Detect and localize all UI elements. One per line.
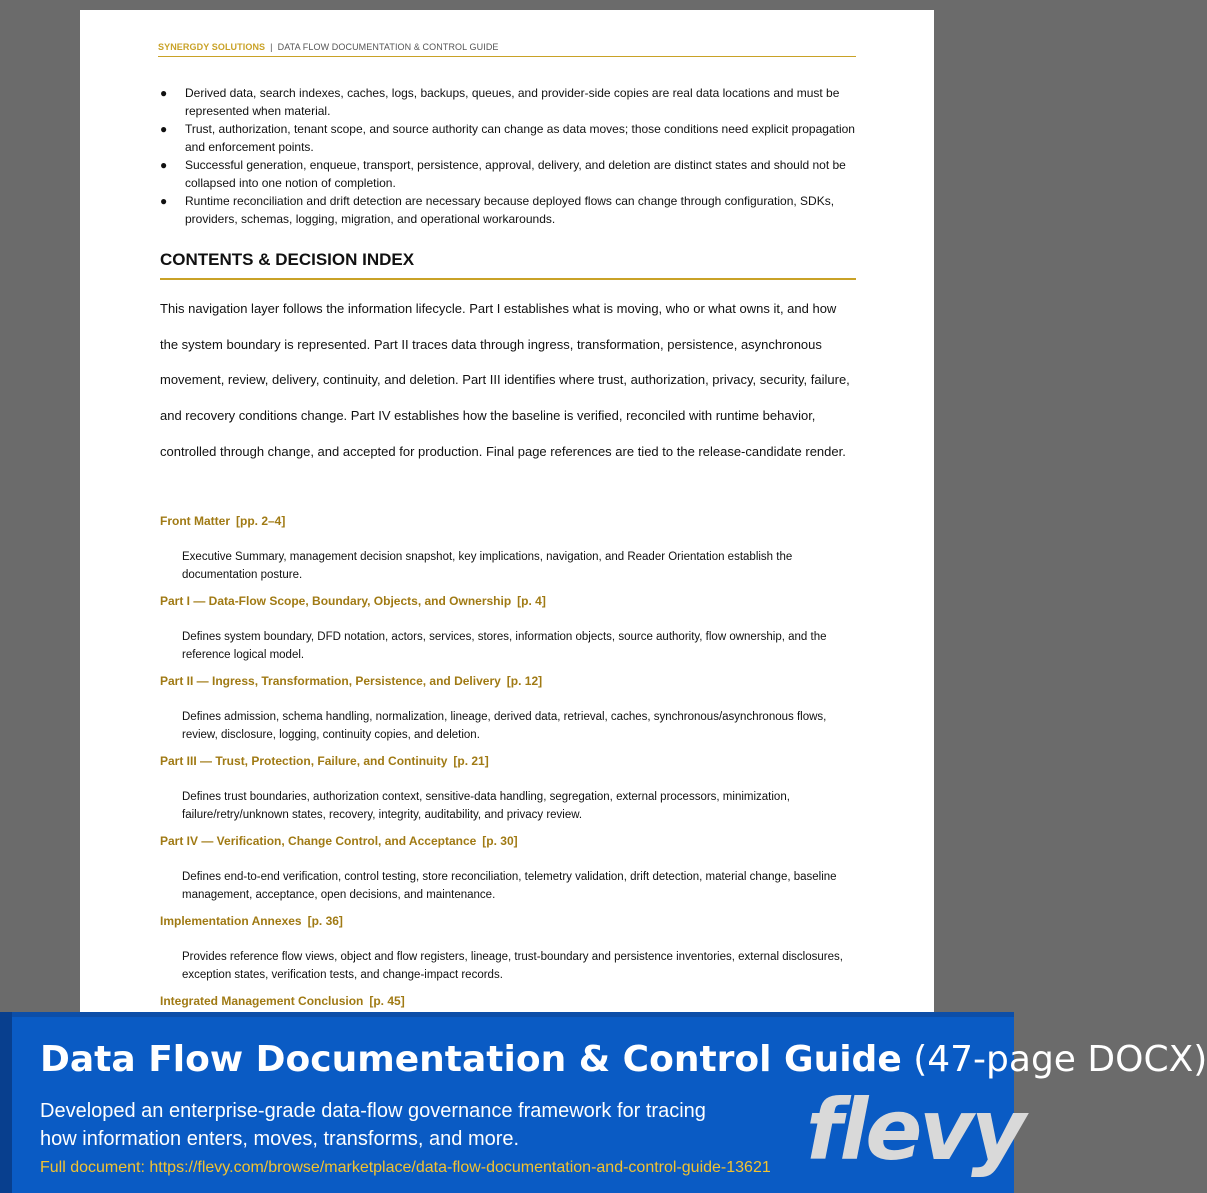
toc-entry-front-matter[interactable] <box>160 512 856 584</box>
promo-banner <box>0 1012 1207 1193</box>
toc-entry-annexes[interactable] <box>160 912 856 984</box>
toc-pages: [p. 45] <box>369 994 405 1008</box>
table-of-contents <box>160 512 856 1010</box>
list-item <box>158 84 856 120</box>
intro-paragraph: This navigation layer follows the information lifecycle. Part I establishes what is moving, who or what owns it, and how the system boundary is represented. Part II traces data through ingress, transformation, persistence, asynchronous movement, review, delivery, continuity, and deletion. Part III identifies where trust, authorization, privacy, security, failure, and recovery conditions change. Part IV establishes how the baseline is verified, reconciled with runtime behavior, controlled through change, and accepted for production. Final page references are tied to the release-candidate render. <box>160 301 850 459</box>
banner-title-main: Data Flow Documentation & Control Guide <box>40 1039 902 1080</box>
toc-heading[interactable] <box>160 592 856 610</box>
toc-heading[interactable] <box>160 512 856 530</box>
flevy-logo: flevy <box>806 1081 1023 1179</box>
bullet-icon: ● <box>160 86 168 100</box>
toc-description: Defines end-to-end verification, control testing, store reconciliation, telemetry validation, drift detection, material change, baseline management, acceptance, open decisions, and maintenance. <box>182 871 837 901</box>
toc-title: Part IV — Verification, Change Control, and Acceptance <box>160 834 477 848</box>
toc-heading[interactable] <box>160 832 856 850</box>
banner-title-format: (47-page DOCX) <box>913 1039 1207 1080</box>
toc-entry-conclusion[interactable] <box>160 992 856 1010</box>
toc-heading[interactable] <box>160 912 856 930</box>
list-item <box>158 120 856 156</box>
toc-description: Defines system boundary, DFD notation, actors, services, stores, information objects, source authority, flow ownership, and the reference logical model. <box>182 631 827 661</box>
toc-entry-part-2[interactable] <box>160 672 856 744</box>
bullet-text: Trust, authorization, tenant scope, and source authority can change as data moves; those conditions need explicit propagation and enforcement points. <box>185 122 855 154</box>
toc-pages: [p. 21] <box>453 754 489 768</box>
document-page <box>80 10 934 1020</box>
toc-title: Implementation Annexes <box>160 914 302 928</box>
bullet-icon: ● <box>160 194 168 208</box>
toc-pages: [p. 4] <box>517 594 546 608</box>
bullet-icon: ● <box>160 122 168 136</box>
header-separator: | <box>270 42 273 52</box>
banner-document-link[interactable]: Full document: https://flevy.com/browse/marketplace/data-flow-documentation-and-control-guide-13621 <box>40 1159 771 1176</box>
toc-entry-part-4[interactable] <box>160 832 856 904</box>
toc-pages: [pp. 2–4] <box>236 514 286 528</box>
toc-heading[interactable] <box>160 992 856 1010</box>
bullet-list <box>158 84 856 228</box>
banner-title <box>40 1036 1207 1084</box>
header-doc-title: DATA FLOW DOCUMENTATION & CONTROL GUIDE <box>277 42 499 52</box>
bullet-text: Runtime reconciliation and drift detection are necessary because deployed flows can change through configuration, SDKs, providers, schemas, logging, migration, and operational workarounds. <box>185 194 835 226</box>
toc-title: Front Matter <box>160 514 230 528</box>
toc-title: Part I — Data-Flow Scope, Boundary, Objects, and Ownership <box>160 594 512 608</box>
banner-top-strip <box>0 1012 1014 1017</box>
header-brand: SYNERGDY SOLUTIONS <box>158 42 266 52</box>
list-item <box>158 192 856 228</box>
toc-heading[interactable] <box>160 752 856 770</box>
toc-pages: [p. 36] <box>307 914 343 928</box>
toc-description: Executive Summary, management decision snapshot, key implications, navigation, and Reader Orientation establish the documentation posture. <box>182 551 793 581</box>
toc-entry-part-1[interactable] <box>160 592 856 664</box>
list-item <box>158 156 856 192</box>
toc-entry-part-3[interactable] <box>160 752 856 824</box>
toc-heading[interactable] <box>160 672 856 690</box>
toc-title: Part III — Trust, Protection, Failure, and Continuity <box>160 754 448 768</box>
bullet-text: Successful generation, enqueue, transport, persistence, approval, delivery, and deletion are distinct states and should not be collapsed into one notion of completion. <box>185 158 846 190</box>
toc-title: Integrated Management Conclusion <box>160 994 364 1008</box>
toc-pages: [p. 30] <box>482 834 518 848</box>
banner-left-edge <box>0 1012 12 1193</box>
bullet-icon: ● <box>160 158 168 172</box>
toc-pages: [p. 12] <box>506 674 543 688</box>
toc-description: Defines trust boundaries, authorization context, sensitive-data handling, segregation, external processors, minimization, failure/retry/unknown states, recovery, integrity, auditability, and privacy review. <box>182 791 790 821</box>
page-header <box>158 42 856 57</box>
bullet-text: Derived data, search indexes, caches, logs, backups, queues, and provider-side copies are real data locations and must be represented when material. <box>185 86 840 118</box>
section-title: CONTENTS & DECISION INDEX <box>160 250 856 280</box>
toc-description: Defines admission, schema handling, normalization, lineage, derived data, retrieval, caches, synchronous/asynchronous flows, review, disclosure, logging, continuity copies, and deletion. <box>182 711 827 741</box>
banner-subtitle: Developed an enterprise-grade data-flow governance framework for tracing how information enters, moves, transforms, and more. <box>40 1100 706 1150</box>
toc-title: Part II — Ingress, Transformation, Persistence, and Delivery <box>160 674 501 688</box>
toc-description: Provides reference flow views, object and flow registers, lineage, trust-boundary and persistence inventories, external disclosures, exception states, verification tests, and change-impact records. <box>182 951 843 981</box>
